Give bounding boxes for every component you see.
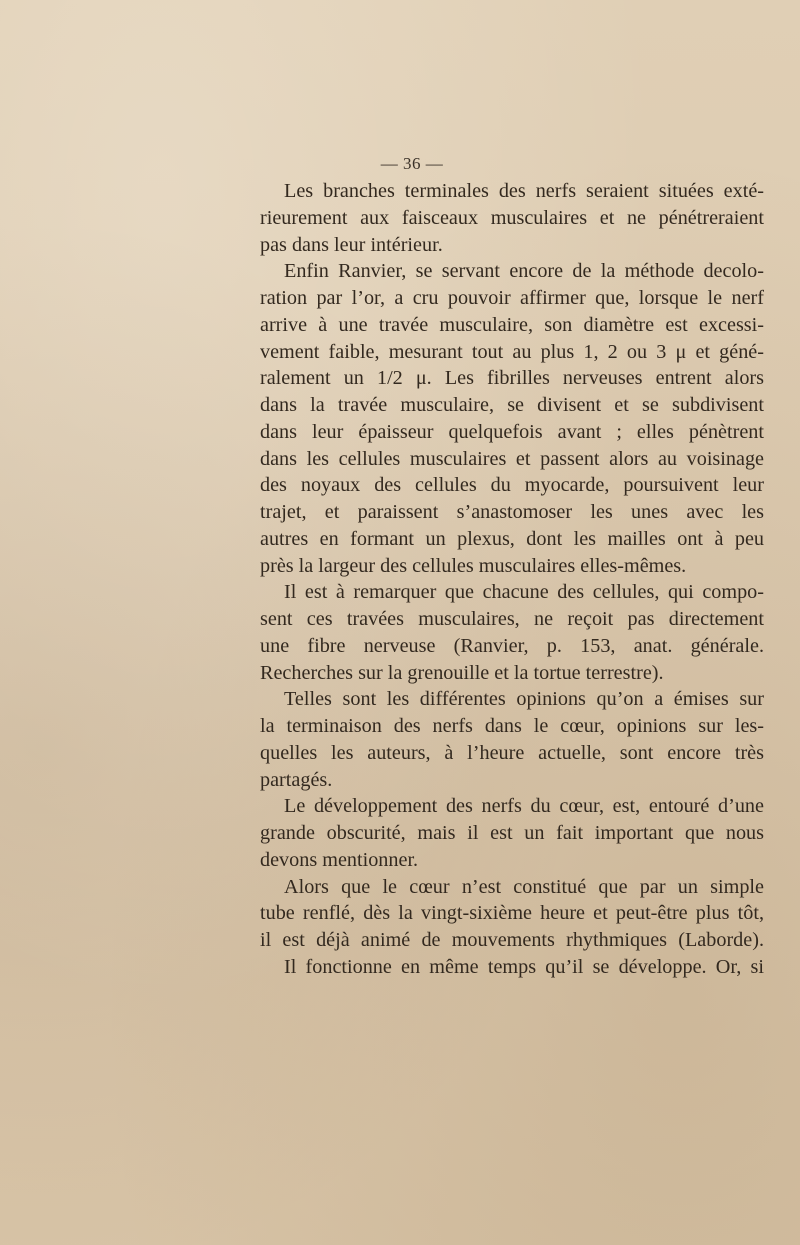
text-line: rieurement aux faisceaux musculaires et ne pénétreraient (260, 206, 764, 229)
text-line: sent ces travées musculaires, ne reçoit pas directement (260, 608, 764, 630)
text-line: ralement un 1/2 μ. Les fibrilles nerveuses entrent alors (260, 367, 764, 390)
page-number: — 36 — (380, 154, 444, 173)
text-line: partagés. (260, 768, 333, 791)
text-line: dans la travée musculaire, se divisent et se subdivisent (260, 394, 764, 416)
text-line: ration par l’or, a cru pouvoir affirmer que, lorsque le nerf (260, 287, 764, 309)
text-line: Il fonctionne en même temps qu’il se développe. Or, si (284, 955, 764, 978)
text-line: Les branches terminales des nerfs seraient situées exté- (284, 180, 764, 202)
text-line: près la largeur des cellules musculaires elles-mêmes. (260, 554, 687, 577)
body-text (260, 178, 764, 981)
text-line: grande obscurité, mais il est un fait important que nous (260, 822, 764, 844)
text-line: Il est à remarquer que chacune des cellules, qui compo- (284, 581, 764, 604)
text-line: dans leur épaisseur quelquefois avant ; elles pénètrent (260, 420, 764, 443)
text-line: Telles sont les différentes opinions qu’on a émises sur (284, 688, 764, 711)
text-line: la terminaison des nerfs dans le cœur, opinions sur les- (260, 715, 764, 737)
text-line: tube renflé, dès la vingt-sixième heure et peut-être plus tôt, (260, 902, 764, 925)
text-line: devons mentionner. (260, 848, 419, 871)
text-line: pas dans leur intérieur. (260, 233, 443, 256)
text-line: Alors que le cœur n’est constitué que par un simple (284, 875, 764, 898)
text-line: une fibre nerveuse (Ranvier, p. 153, anat. générale. (260, 634, 764, 657)
text-line: autres en formant un plexus, dont les mailles ont à peu (260, 527, 764, 550)
text-line: Recherches sur la grenouille et la tortue terrestre). (260, 661, 664, 684)
text-line: vement faible, mesurant tout au plus 1, 2 ou 3 μ et géné- (260, 340, 764, 363)
text-line: il est déjà animé de mouvements rhythmiques (Laborde). (260, 929, 764, 951)
text-line: trajet, et paraissent s’anastomoser les unes avec les (260, 501, 764, 523)
text-line: des noyaux des cellules du myocarde, poursuivent leur (260, 474, 764, 497)
text-line: Enfin Ranvier, se servant encore de la méthode decolo- (284, 260, 764, 283)
text-line: quelles les auteurs, à l’heure actuelle, sont encore très (260, 741, 764, 764)
text-line: dans les cellules musculaires et passent alors au voisinage (260, 447, 764, 470)
text-line: arrive à une travée musculaire, son diamètre est excessi- (260, 313, 764, 336)
text-line: Le développement des nerfs du cœur, est, entouré d’une (284, 795, 764, 818)
